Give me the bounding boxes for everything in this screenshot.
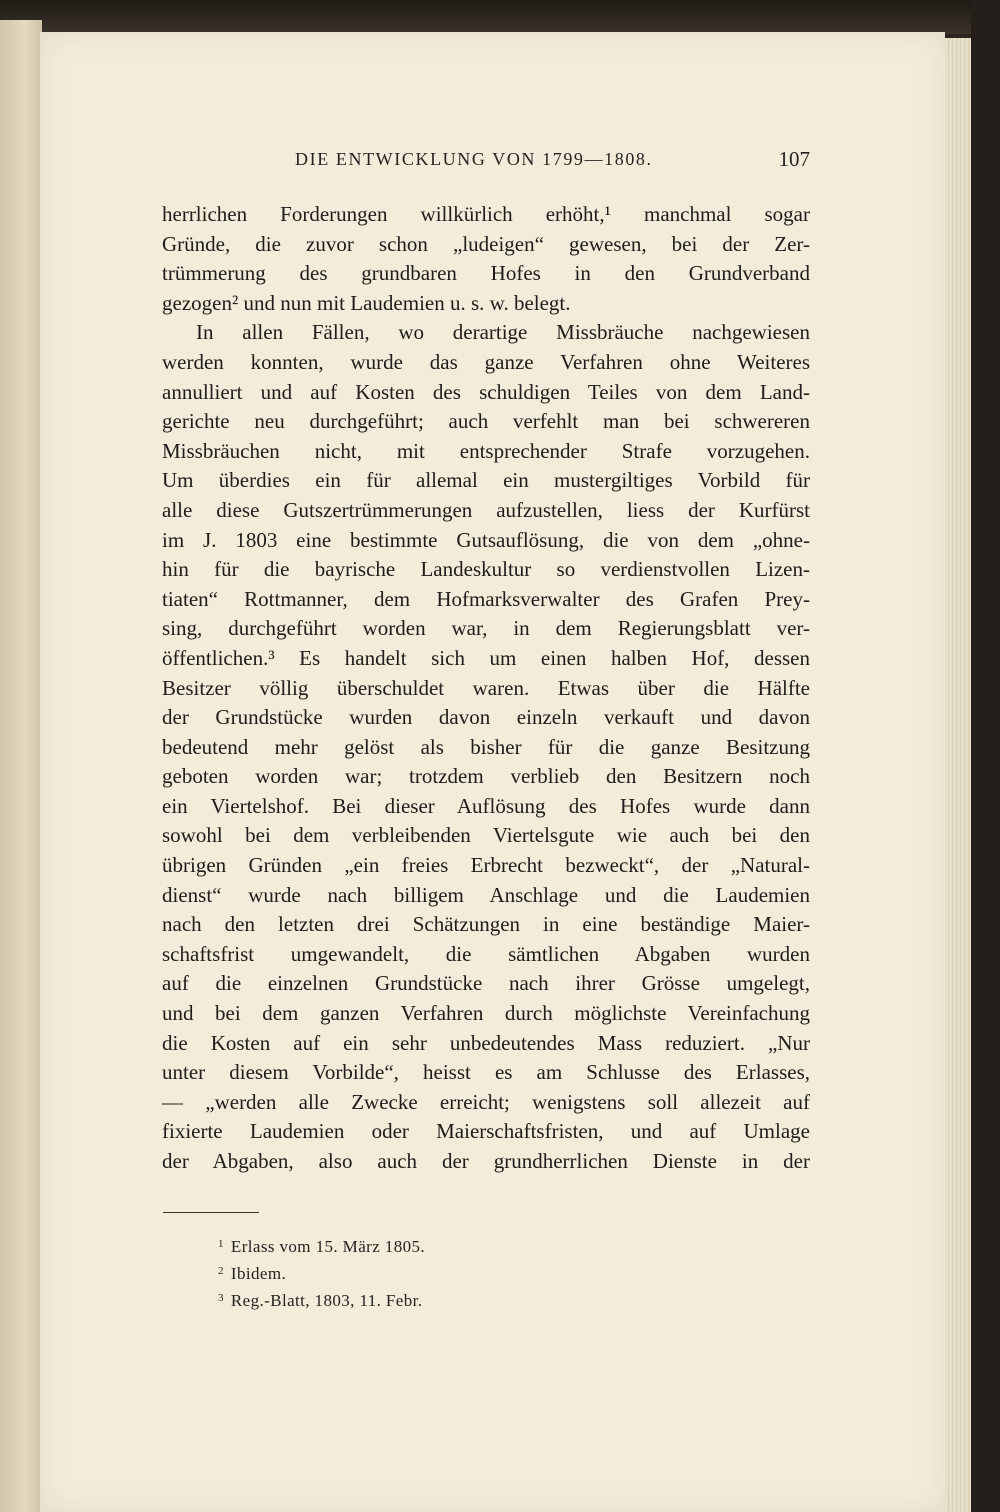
text-line: und bei dem ganzen Verfahren durch möglichste Vereinfachung [162,1001,810,1026]
text-line: im J. 1803 eine bestimmte Gutsauflösung, die von dem „ohne- [162,527,810,552]
text-line: fixierte Laudemien oder Maierschaftsfristen, und auf Umlage [162,1119,810,1144]
page-header [160,145,810,181]
page-number: 107 [778,147,810,171]
text-line: schaftsfrist umgewandelt, die sämtlichen Abgaben wurden [162,941,810,966]
footnote-mark: 1 [218,1238,224,1250]
footnote-rule [163,1212,259,1213]
text-line: dienst“ wurde nach billigem Anschlage und die Laudemien [162,882,810,907]
text-line: auf die einzelnen Grundstücke nach ihrer Grösse umgelegt, [162,971,810,996]
text-line: die Kosten auf ein sehr unbedeutendes Mass reduziert. „Nur [162,1030,810,1055]
footnote-text: Reg.-Blatt, 1803, 11. Febr. [230,1291,423,1310]
footnote [218,1286,425,1313]
footnote-text: Ibidem. [230,1264,287,1283]
text-line: nach den letzten drei Schätzungen in eine beständige Maier- [162,912,810,937]
scan-background-right [971,0,1000,1512]
text-line: Besitzer völlig überschuldet waren. Etwas über die Hälfte [162,675,810,700]
page-stack-edge [945,38,971,1512]
text-line: unter diesem Vorbilde“, heisst es am Schlusse des Erlasses, [162,1060,810,1085]
text-line: ein Viertelshof. Bei dieser Auflösung des Hofes wurde dann [162,793,810,818]
scan-background-top [0,0,1000,34]
text-line: sing, durchgeführt worden war, in dem Regierungsblatt ver- [162,616,810,641]
text-line: Um überdies ein für allemal ein mustergiltiges Vorbild für [162,468,810,493]
text-line: öffentlichen.³ Es handelt sich um einen halben Hof, dessen [162,645,810,670]
text-line: herrlichen Forderungen willkürlich erhöht,¹ manchmal sogar [162,202,810,226]
running-head: DIE ENTWICKLUNG VON 1799—1808. [295,149,653,169]
footnote-mark: 2 [218,1265,224,1277]
footnotes [218,1232,425,1313]
body-text [162,200,810,1177]
text-line: gerichte neu durchgeführt; auch verfehlt man bei schwereren [162,409,810,434]
text-line: sowohl bei dem verbleibenden Viertelsgute wie auch bei den [162,823,810,848]
text-line: geboten worden war; trotzdem verblieb den Besitzern noch [162,764,810,789]
text-line: übrigen Gründen „ein freies Erbrecht bezweckt“, der „Natural- [162,853,810,878]
text-line: tiaten“ Rottmanner, dem Hofmarksverwalter des Grafen Prey- [162,586,810,611]
text-line: der Abgaben, also auch der grundherrlichen Dienste in der [162,1149,810,1173]
text-line: werden konnten, wurde das ganze Verfahren ohne Weiteres [162,349,810,374]
text-line: alle diese Gutszertrümmerungen aufzustellen, liess der Kurfürst [162,497,810,522]
text-line: — „werden alle Zwecke erreicht; wenigstens soll allezeit auf [162,1089,810,1114]
text-line: der Grundstücke wurden davon einzeln verkauft und davon [162,705,810,730]
footnote-text: Erlass vom 15. März 1805. [230,1237,426,1256]
facing-page-edge [0,20,42,1512]
text-line: Gründe, die zuvor schon „ludeigen“ gewesen, bei der Zer- [162,231,810,256]
text-line: In allen Fällen, wo derartige Missbräuche nachgewiesen [196,320,810,345]
text-line: Missbräuchen nicht, mit entsprechender Strafe vorzugehen. [162,438,810,463]
footnote [218,1232,425,1259]
text-line: gezogen² und nun mit Laudemien u. s. w. belegt. [162,290,571,315]
text-line: annulliert und auf Kosten des schuldigen Teiles von dem Land- [162,379,810,404]
footnote-mark: 3 [218,1292,224,1304]
footnote [218,1259,425,1286]
text-line: trümmerung des grundbaren Hofes in den Grundverband [162,261,810,286]
text-line: bedeutend mehr gelöst als bisher für die ganze Besitzung [162,734,810,759]
text-line: hin für die bayrische Landeskultur so verdienstvollen Lizen- [162,557,810,582]
